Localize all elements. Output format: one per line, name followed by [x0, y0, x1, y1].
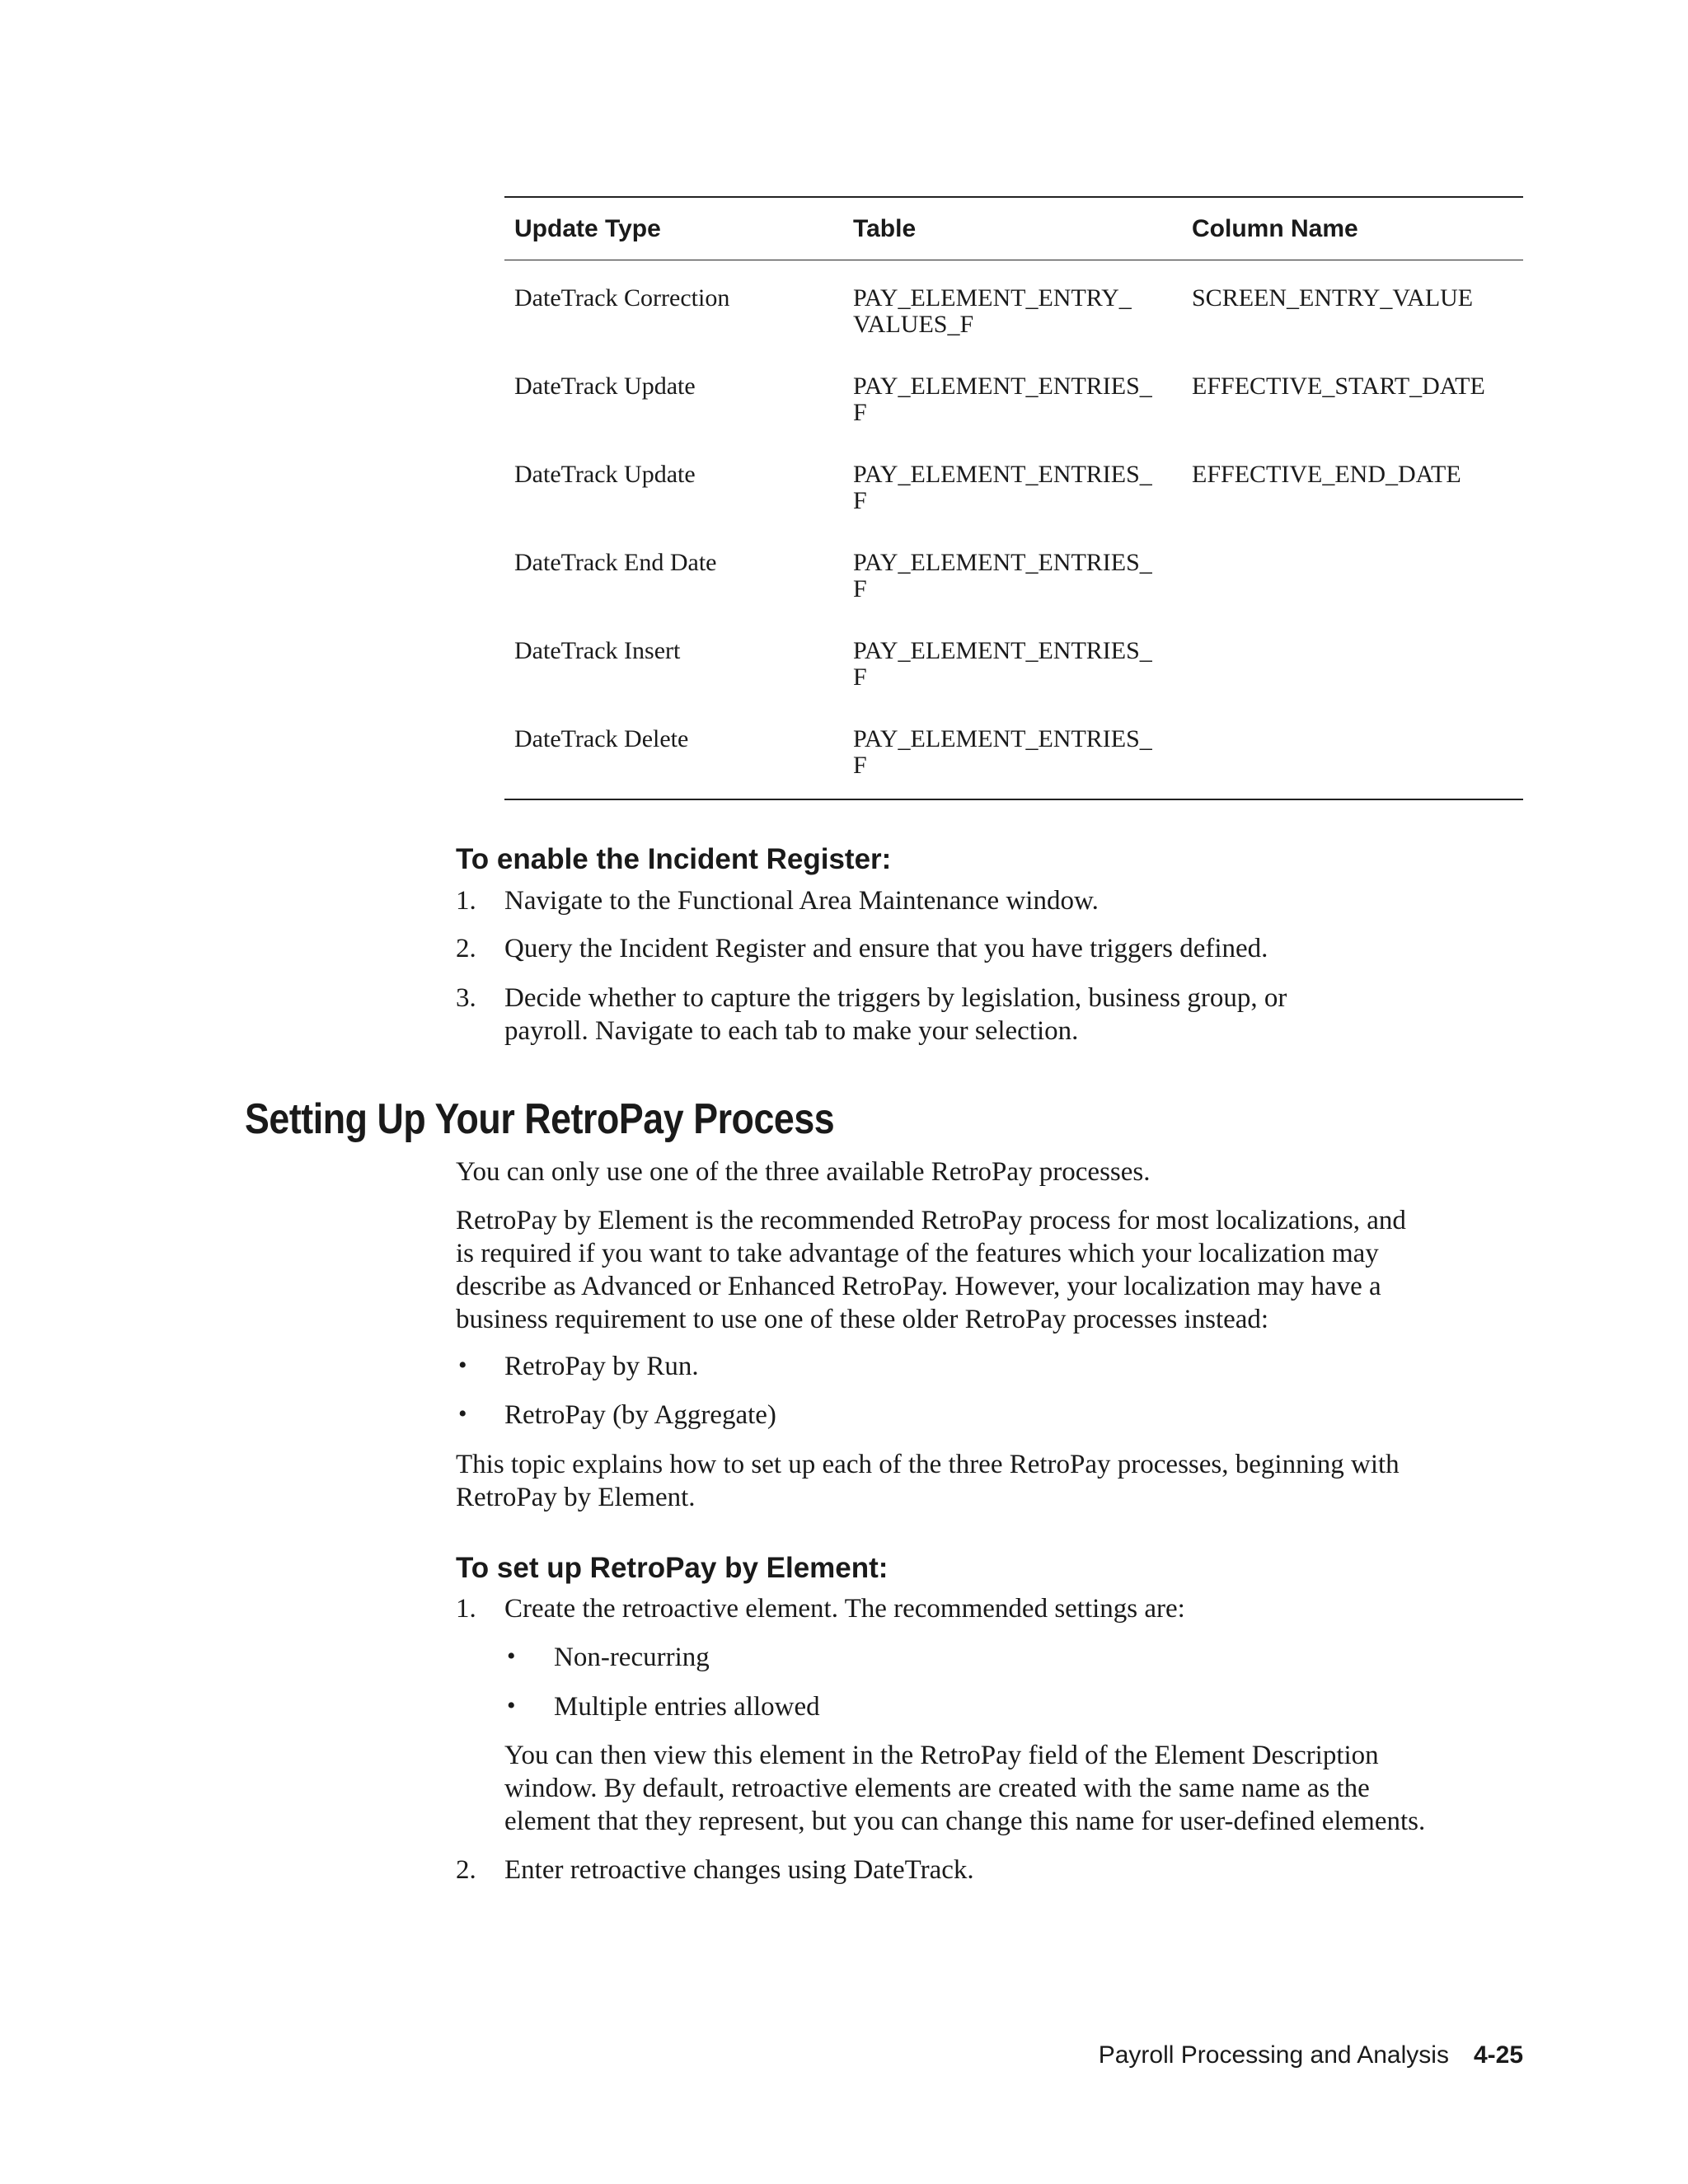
- list-item: Multiple entries allowed: [554, 1692, 820, 1722]
- cell-column-name: [1182, 726, 1523, 790]
- cell-update-type: DateTrack Correction: [514, 284, 730, 312]
- table-bottom-rule: [504, 799, 1523, 800]
- cell-column-name: EFFECTIVE_START_DATE: [1192, 373, 1485, 400]
- step-number: 1.: [456, 886, 476, 916]
- cell-update-type: DateTrack End Date: [514, 549, 717, 576]
- cell-column-name: [1182, 550, 1523, 623]
- cell-table: PAY_ELEMENT_ENTRIES_ F: [853, 373, 1152, 426]
- paragraph: This topic explains how to set up each of the three RetroPay processes, beginning with RetroPay by Element.: [456, 1450, 1400, 1512]
- cell-column-name: [1182, 638, 1523, 711]
- step-number: 1.: [456, 1594, 476, 1624]
- table-row: [504, 447, 1523, 535]
- cell-column-name: EFFECTIVE_END_DATE: [1192, 461, 1461, 488]
- cell-table: PAY_ELEMENT_ENTRY_ VALUES_F: [853, 284, 1132, 338]
- step-number: 3.: [456, 983, 476, 1013]
- section-title: Setting Up Your RetroPay Process: [245, 1095, 835, 1143]
- step-text: Query the Incident Register and ensure that you have triggers defined.: [504, 934, 1268, 963]
- cell-update-type: DateTrack Insert: [514, 637, 681, 664]
- bullet-icon: •: [458, 1352, 467, 1379]
- header-table: Table: [853, 214, 917, 242]
- table-body: [504, 260, 1523, 799]
- cell-update-type: DateTrack Update: [514, 373, 696, 400]
- step-text: Navigate to the Functional Area Maintenance window.: [504, 886, 1099, 916]
- footer-section-title: Payroll Processing and Analysis: [1098, 2041, 1449, 2069]
- list-item: RetroPay by Run.: [504, 1352, 699, 1381]
- list-item: Non-recurring: [554, 1643, 710, 1672]
- page-footer: [1099, 2041, 1523, 2069]
- update-type-table: [504, 196, 1523, 800]
- cell-update-type: DateTrack Delete: [514, 725, 689, 752]
- step-number: 2.: [456, 1855, 476, 1885]
- bullet-icon: •: [507, 1692, 516, 1719]
- table-row: [504, 535, 1523, 623]
- header-column-name: Column Name: [1192, 214, 1358, 242]
- cell-column-name: SCREEN_ENTRY_VALUE: [1192, 284, 1474, 312]
- paragraph: You can only use one of the three available RetroPay processes.: [456, 1157, 1151, 1187]
- paragraph: RetroPay by Element is the recommended RetroPay process for most localizations, and is required if you want to take advantage of the features which your localization may describe as Advanced or Enhanced RetroPay. However, your localization may have a business requirement to use one of these older RetroPay processes instead:: [456, 1206, 1406, 1334]
- cell-table: PAY_ELEMENT_ENTRIES_ F: [853, 461, 1152, 514]
- incident-register-heading: To enable the Incident Register:: [456, 843, 892, 875]
- table-row: [504, 270, 1523, 359]
- step-number: 2.: [456, 934, 476, 963]
- table-row: [504, 711, 1523, 790]
- step-text: Decide whether to capture the triggers by legislation, business group, or payroll. Navigate to each tab to make your selection.: [504, 983, 1287, 1046]
- cell-update-type: DateTrack Update: [514, 461, 696, 488]
- setup-heading: To set up RetroPay by Element:: [456, 1552, 889, 1584]
- cell-table: PAY_ELEMENT_ENTRIES_ F: [853, 725, 1152, 779]
- paragraph: You can then view this element in the RetroPay field of the Element Description window. By default, retroactive elements are created with the same name as the element that they represent, but you can change this name for user-defined elements.: [504, 1741, 1426, 1836]
- cell-table: PAY_ELEMENT_ENTRIES_ F: [853, 637, 1152, 691]
- bullet-icon: •: [458, 1400, 467, 1427]
- step-text: Create the retroactive element. The recommended settings are:: [504, 1594, 1185, 1624]
- header-update-type: Update Type: [514, 214, 661, 242]
- bullet-icon: •: [507, 1643, 516, 1670]
- cell-table: PAY_ELEMENT_ENTRIES_ F: [853, 549, 1152, 602]
- list-item: RetroPay (by Aggregate): [504, 1400, 776, 1430]
- table-row: [504, 623, 1523, 711]
- step-text: Enter retroactive changes using DateTrack.: [504, 1855, 974, 1885]
- page-number: 4-25: [1473, 2041, 1523, 2069]
- table-row: [504, 359, 1523, 447]
- table-header-row: [504, 198, 1523, 260]
